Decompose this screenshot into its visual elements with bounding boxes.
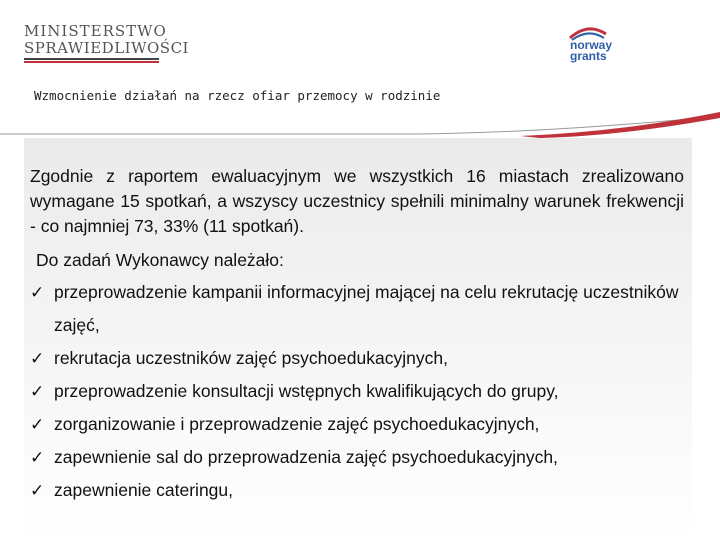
ministry-logo-line1: MINISTERSTWO (24, 22, 167, 40)
ministry-logo-bar (24, 58, 159, 60)
list-item (30, 342, 690, 375)
ministry-logo-line2: SPRAWIEDLIWOŚCI (24, 39, 189, 57)
list-item (30, 276, 690, 342)
ministry-logo (24, 22, 189, 78)
task-text: rekrutacja uczestników zajęć psychoedukacyjnych, (54, 348, 448, 368)
slide-header (0, 0, 720, 138)
task-text: zapewnienie sal do przeprowadzenia zajęć psychoedukacyjnych, (54, 447, 558, 467)
header-subtitle: Wzmocnienie działań na rzecz ofiar przemocy w rodzinie (34, 88, 441, 103)
intro-paragraph: Zgodnie z raportem ewaluacyjnym we wszystkich 16 miastach zrealizowano wymagane 15 spotkań, a wszyscy uczestnicy spełnili minimalny warunek frekwencji - co najmniej 73, 33% (11 spotkań). (30, 165, 684, 236)
tasks-list (30, 276, 690, 507)
checkmark-icon: ✓ (30, 481, 45, 500)
norway-grants-line2: grants (570, 49, 607, 63)
list-item (30, 474, 690, 507)
list-item (30, 408, 690, 441)
list-item (30, 441, 690, 474)
checkmark-icon: ✓ (30, 283, 45, 302)
task-text: przeprowadzenie kampanii informacyjnej mającej na celu rekrutację uczestników zajęć, (54, 282, 679, 335)
checkmark-icon: ✓ (30, 349, 45, 368)
task-text: zapewnienie cateringu, (54, 480, 234, 500)
task-text: zorganizowanie i przeprowadzenie zajęć psychoedukacyjnych, (54, 414, 540, 434)
norway-grants-logo (560, 24, 630, 74)
checkmark-icon: ✓ (30, 415, 45, 434)
norway-grants-text (570, 40, 630, 62)
list-item (30, 375, 690, 408)
task-text: przeprowadzenie konsultacji wstępnych kwalifikujących do grupy, (54, 381, 559, 401)
slide-content (24, 138, 692, 540)
checkmark-icon: ✓ (30, 448, 45, 467)
tasks-heading: Do zadań Wykonawcy należało: (36, 250, 284, 270)
ministry-logo-accent-bar (24, 61, 159, 63)
checkmark-icon: ✓ (30, 382, 45, 401)
norway-grants-line1: norway (570, 38, 613, 52)
